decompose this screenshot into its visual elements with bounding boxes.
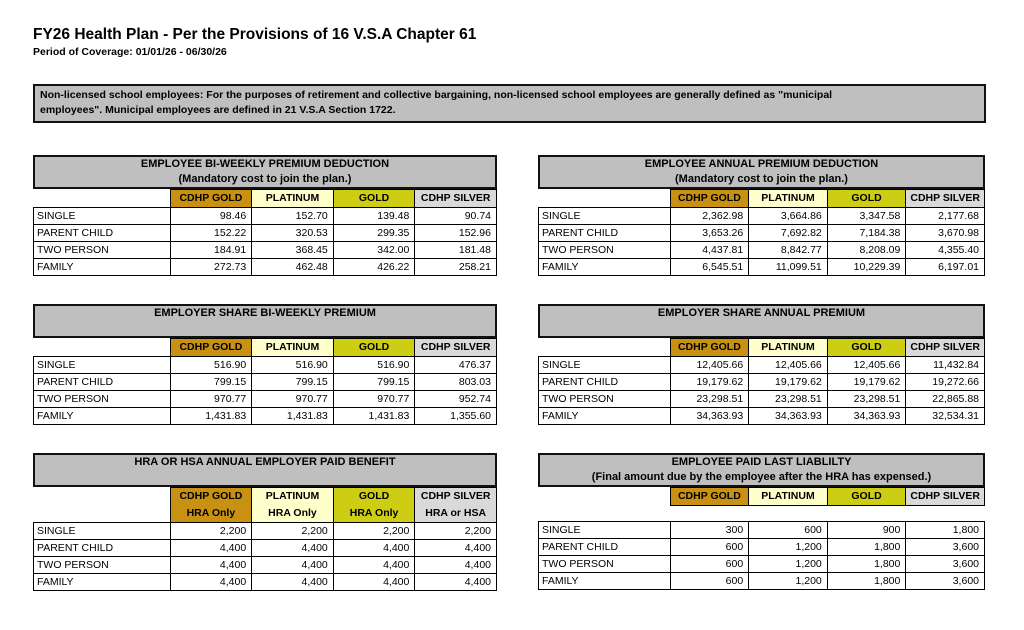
plan-column-header — [415, 488, 497, 523]
plan-column-header — [827, 339, 906, 357]
table-row — [34, 574, 497, 591]
value-cell: 152.22 — [170, 225, 252, 242]
plan-header-row — [34, 190, 497, 208]
plan-name: CDHP SILVER — [420, 490, 491, 502]
table-title: EMPLOYER SHARE BI-WEEKLY PREMIUM — [154, 307, 376, 319]
value-cell: 342.00 — [333, 242, 415, 259]
table-row — [539, 242, 985, 259]
table-row — [539, 408, 985, 425]
blank-corner-cell — [539, 190, 671, 208]
plan-column-header — [333, 488, 415, 523]
value-cell: 803.03 — [415, 374, 497, 391]
plan-name: GOLD — [851, 490, 882, 502]
value-cell: 11,099.51 — [749, 259, 828, 276]
value-cell: 3,600 — [906, 539, 985, 556]
table-title: EMPLOYER SHARE ANNUAL PREMIUM — [657, 307, 866, 319]
plan-name: CDHP SILVER — [910, 490, 980, 502]
plan-name: CDHP GOLD — [179, 490, 243, 502]
plan-column-header — [906, 339, 985, 357]
value-cell: 3,670.98 — [906, 225, 985, 242]
table-employer-share-biweekly-premium — [33, 304, 497, 425]
table-title-band — [538, 304, 985, 338]
table-title: EMPLOYEE ANNUAL PREMIUM DEDUCTION — [644, 158, 879, 170]
value-cell: 4,437.81 — [670, 242, 749, 259]
plan-header-row — [539, 488, 985, 506]
table-title-band — [33, 155, 497, 189]
plan-column-header — [670, 339, 749, 357]
plan-name: PLATINUM — [761, 490, 815, 502]
table-subtitle — [35, 470, 495, 485]
value-cell: 799.15 — [333, 374, 415, 391]
value-cell: 4,400 — [170, 574, 252, 591]
table-row — [539, 357, 985, 374]
plan-column-header — [749, 488, 828, 506]
plan-column-header — [252, 488, 334, 523]
value-cell: 1,800 — [827, 573, 906, 590]
value-cell: 6,545.51 — [670, 259, 749, 276]
value-cell: 516.90 — [252, 357, 334, 374]
plan-name: CDHP GOLD — [677, 192, 741, 204]
plan-header-row — [539, 339, 985, 357]
table-employee-paid-last-liability — [538, 453, 985, 591]
table-subtitle: (Mandatory cost to join the plan.) — [178, 173, 352, 185]
value-cell: 7,692.82 — [749, 225, 828, 242]
table-row — [34, 540, 497, 557]
plan-name: GOLD — [358, 192, 390, 204]
blank-corner-cell — [539, 488, 671, 506]
value-cell: 4,400 — [333, 540, 415, 557]
plan-column-header — [670, 488, 749, 506]
tables-grid — [33, 155, 1024, 591]
table-employee-annual-premium-deduction — [538, 155, 985, 276]
note-box — [33, 84, 986, 123]
value-cell: 4,400 — [170, 540, 252, 557]
value-cell: 272.73 — [170, 259, 252, 276]
coverage-tier-label: PARENT CHILD — [539, 539, 671, 556]
value-cell: 1,431.83 — [170, 408, 252, 425]
value-cell: 600 — [670, 556, 749, 573]
value-cell: 3,600 — [906, 556, 985, 573]
coverage-tier-label: FAMILY — [539, 259, 671, 276]
value-cell: 23,298.51 — [749, 391, 828, 408]
table-row — [34, 259, 497, 276]
table-row — [539, 208, 985, 225]
value-cell: 1,200 — [749, 573, 828, 590]
coverage-tier-label: SINGLE — [34, 357, 171, 374]
blank-corner-cell — [34, 190, 171, 208]
value-cell: 516.90 — [170, 357, 252, 374]
plan-column-header — [252, 339, 334, 357]
coverage-tier-label: SINGLE — [34, 523, 171, 540]
blank-corner-cell — [539, 339, 671, 357]
value-cell: 799.15 — [252, 374, 334, 391]
plan-name: CDHP GOLD — [179, 341, 243, 353]
value-cell: 4,400 — [252, 574, 334, 591]
value-cell: 152.70 — [252, 208, 334, 225]
table-row — [539, 225, 985, 242]
coverage-tier-label: FAMILY — [34, 259, 171, 276]
table-row — [34, 208, 497, 225]
value-cell: 4,400 — [415, 574, 497, 591]
table-title: EMPLOYEE PAID LAST LIABLILTY — [671, 456, 852, 468]
plan-name: CDHP SILVER — [420, 192, 491, 204]
value-cell: 320.53 — [252, 225, 334, 242]
value-cell: 7,184.38 — [827, 225, 906, 242]
coverage-tier-label: FAMILY — [539, 408, 671, 425]
value-cell: 90.74 — [415, 208, 497, 225]
data-table — [33, 189, 497, 276]
coverage-period: Period of Coverage: 01/01/26 - 06/30/26 — [33, 46, 227, 58]
table-subtitle — [540, 321, 983, 336]
plan-column-header — [333, 190, 415, 208]
value-cell: 1,800 — [827, 556, 906, 573]
coverage-tier-label: PARENT CHILD — [539, 374, 671, 391]
plan-subtype: HRA Only — [186, 507, 236, 519]
plan-column-header — [415, 339, 497, 357]
table-row — [34, 242, 497, 259]
value-cell: 23,298.51 — [670, 391, 749, 408]
plan-header-row — [34, 339, 497, 357]
value-cell: 900 — [827, 522, 906, 539]
blank-corner-cell — [34, 339, 171, 357]
data-table — [538, 338, 985, 425]
value-cell: 8,208.09 — [827, 242, 906, 259]
plan-column-header — [749, 339, 828, 357]
coverage-tier-label: TWO PERSON — [34, 242, 171, 259]
table-row — [539, 259, 985, 276]
table-title-band — [33, 453, 497, 487]
value-cell: 10,229.39 — [827, 259, 906, 276]
coverage-tier-label: TWO PERSON — [539, 391, 671, 408]
value-cell: 299.35 — [333, 225, 415, 242]
data-table — [33, 487, 497, 591]
plan-column-header — [906, 488, 985, 506]
value-cell: 970.77 — [333, 391, 415, 408]
value-cell: 34,363.93 — [827, 408, 906, 425]
table-row — [539, 539, 985, 556]
table-row — [34, 408, 497, 425]
value-cell: 799.15 — [170, 374, 252, 391]
header-data-gap — [539, 506, 985, 522]
table-row — [34, 374, 497, 391]
value-cell: 1,200 — [749, 556, 828, 573]
data-table — [538, 487, 985, 590]
table-title: HRA OR HSA ANNUAL EMPLOYER PAID BENEFIT — [134, 456, 396, 468]
coverage-tier-label: FAMILY — [539, 573, 671, 590]
value-cell: 34,363.93 — [749, 408, 828, 425]
value-cell: 600 — [670, 573, 749, 590]
document-header — [0, 0, 1024, 58]
value-cell: 98.46 — [170, 208, 252, 225]
table-subtitle — [35, 321, 495, 336]
value-cell: 12,405.66 — [827, 357, 906, 374]
table-row — [539, 556, 985, 573]
table-title-band — [538, 453, 985, 487]
plan-name: GOLD — [851, 341, 882, 353]
value-cell: 12,405.66 — [749, 357, 828, 374]
plan-name: GOLD — [358, 341, 390, 353]
plan-column-header — [749, 190, 828, 208]
value-cell: 600 — [749, 522, 828, 539]
value-cell: 6,197.01 — [906, 259, 985, 276]
value-cell: 4,400 — [252, 557, 334, 574]
coverage-tier-label: PARENT CHILD — [34, 374, 171, 391]
value-cell: 4,400 — [415, 557, 497, 574]
value-cell: 2,200 — [333, 523, 415, 540]
table-row — [34, 225, 497, 242]
plan-column-header — [415, 190, 497, 208]
plan-subtype: HRA Only — [268, 507, 317, 519]
value-cell: 2,200 — [252, 523, 334, 540]
value-cell: 476.37 — [415, 357, 497, 374]
plan-name: PLATINUM — [265, 341, 320, 353]
coverage-tier-label: SINGLE — [539, 208, 671, 225]
coverage-tier-label: TWO PERSON — [34, 391, 171, 408]
value-cell: 600 — [670, 539, 749, 556]
value-cell: 4,355.40 — [906, 242, 985, 259]
table-subtitle: (Final amount due by the employee after the HRA has expensed.) — [591, 471, 932, 483]
plan-name: PLATINUM — [761, 341, 815, 353]
table-row — [34, 357, 497, 374]
plan-column-header — [670, 190, 749, 208]
coverage-tier-label: TWO PERSON — [34, 557, 171, 574]
table-row — [34, 523, 497, 540]
plan-header-row — [539, 190, 985, 208]
table-row — [539, 374, 985, 391]
table-title-band — [538, 155, 985, 189]
table-row — [34, 557, 497, 574]
value-cell: 1,200 — [749, 539, 828, 556]
coverage-tier-label: SINGLE — [34, 208, 171, 225]
plan-name: CDHP GOLD — [179, 192, 243, 204]
page-title: FY26 Health Plan - Per the Provisions of 16 V.S.A Chapter 61 — [33, 26, 477, 43]
table-row — [539, 391, 985, 408]
coverage-tier-label: PARENT CHILD — [34, 540, 171, 557]
value-cell: 12,405.66 — [670, 357, 749, 374]
value-cell: 970.77 — [170, 391, 252, 408]
value-cell: 19,179.62 — [670, 374, 749, 391]
blank-corner-cell — [34, 488, 171, 523]
value-cell: 300 — [670, 522, 749, 539]
plan-subtype: HRA or HSA — [425, 507, 487, 519]
plan-column-header — [252, 190, 334, 208]
coverage-tier-label: FAMILY — [34, 574, 171, 591]
plan-column-header — [170, 488, 252, 523]
table-row — [539, 573, 985, 590]
value-cell: 426.22 — [333, 259, 415, 276]
value-cell: 1,800 — [906, 522, 985, 539]
value-cell: 1,800 — [827, 539, 906, 556]
value-cell: 2,200 — [170, 523, 252, 540]
value-cell: 4,400 — [333, 557, 415, 574]
plan-name: CDHP SILVER — [910, 192, 980, 204]
value-cell: 1,431.83 — [333, 408, 415, 425]
table-row — [539, 522, 985, 539]
table-employee-biweekly-premium-deduction — [33, 155, 497, 276]
data-table — [33, 338, 497, 425]
value-cell: 19,272.66 — [906, 374, 985, 391]
plan-name: GOLD — [358, 490, 390, 502]
value-cell: 3,347.58 — [827, 208, 906, 225]
value-cell: 368.45 — [252, 242, 334, 259]
value-cell: 516.90 — [333, 357, 415, 374]
plan-name: CDHP GOLD — [677, 341, 741, 353]
plan-column-header — [827, 190, 906, 208]
plan-column-header — [906, 190, 985, 208]
coverage-tier-label: TWO PERSON — [539, 242, 671, 259]
value-cell: 970.77 — [252, 391, 334, 408]
plan-name: CDHP SILVER — [420, 341, 491, 353]
value-cell: 258.21 — [415, 259, 497, 276]
value-cell: 23,298.51 — [827, 391, 906, 408]
plan-name: PLATINUM — [265, 192, 320, 204]
value-cell: 462.48 — [252, 259, 334, 276]
plan-name: CDHP GOLD — [677, 490, 741, 502]
value-cell: 19,179.62 — [827, 374, 906, 391]
plan-header-row — [34, 488, 497, 523]
value-cell: 4,400 — [252, 540, 334, 557]
value-cell: 181.48 — [415, 242, 497, 259]
value-cell: 11,432.84 — [906, 357, 985, 374]
value-cell: 152.96 — [415, 225, 497, 242]
note-line-1: Non-licensed school employees: For the purposes of retirement and collective bargaining, non-licensed school employees are generally defined as "municipal — [40, 89, 833, 101]
plan-column-header — [170, 190, 252, 208]
plan-name: PLATINUM — [265, 490, 320, 502]
plan-name: GOLD — [851, 192, 882, 204]
value-cell: 34,363.93 — [670, 408, 749, 425]
value-cell: 22,865.88 — [906, 391, 985, 408]
table-subtitle: (Mandatory cost to join the plan.) — [675, 173, 848, 185]
value-cell: 184.91 — [170, 242, 252, 259]
coverage-tier-label: FAMILY — [34, 408, 171, 425]
plan-name: PLATINUM — [761, 192, 815, 204]
value-cell: 139.48 — [333, 208, 415, 225]
plan-column-header — [333, 339, 415, 357]
value-cell: 3,664.86 — [749, 208, 828, 225]
value-cell: 32,534.31 — [906, 408, 985, 425]
plan-subtype: HRA Only — [349, 507, 399, 519]
value-cell: 3,653.26 — [670, 225, 749, 242]
value-cell: 3,600 — [906, 573, 985, 590]
value-cell: 1,431.83 — [252, 408, 334, 425]
value-cell: 4,400 — [415, 540, 497, 557]
value-cell: 2,177.68 — [906, 208, 985, 225]
coverage-tier-label: PARENT CHILD — [34, 225, 171, 242]
coverage-tier-label: TWO PERSON — [539, 556, 671, 573]
value-cell: 8,842.77 — [749, 242, 828, 259]
note-line-2: employees". Municipal employees are defined in 21 V.S.A Section 1722. — [40, 104, 396, 116]
table-title: EMPLOYEE BI-WEEKLY PREMIUM DEDUCTION — [140, 158, 390, 170]
value-cell: 4,400 — [170, 557, 252, 574]
coverage-tier-label: SINGLE — [539, 522, 671, 539]
table-row — [34, 391, 497, 408]
plan-column-header — [170, 339, 252, 357]
data-table — [538, 189, 985, 276]
value-cell: 2,362.98 — [670, 208, 749, 225]
value-cell: 952.74 — [415, 391, 497, 408]
coverage-tier-label: SINGLE — [539, 357, 671, 374]
table-title-band — [33, 304, 497, 338]
coverage-tier-label: PARENT CHILD — [539, 225, 671, 242]
table-employer-share-annual-premium — [538, 304, 985, 425]
plan-column-header — [827, 488, 906, 506]
value-cell: 2,200 — [415, 523, 497, 540]
value-cell: 1,355.60 — [415, 408, 497, 425]
value-cell: 19,179.62 — [749, 374, 828, 391]
value-cell: 4,400 — [333, 574, 415, 591]
plan-name: CDHP SILVER — [910, 341, 980, 353]
table-hra-hsa-annual-employer-paid-benefit — [33, 453, 497, 591]
